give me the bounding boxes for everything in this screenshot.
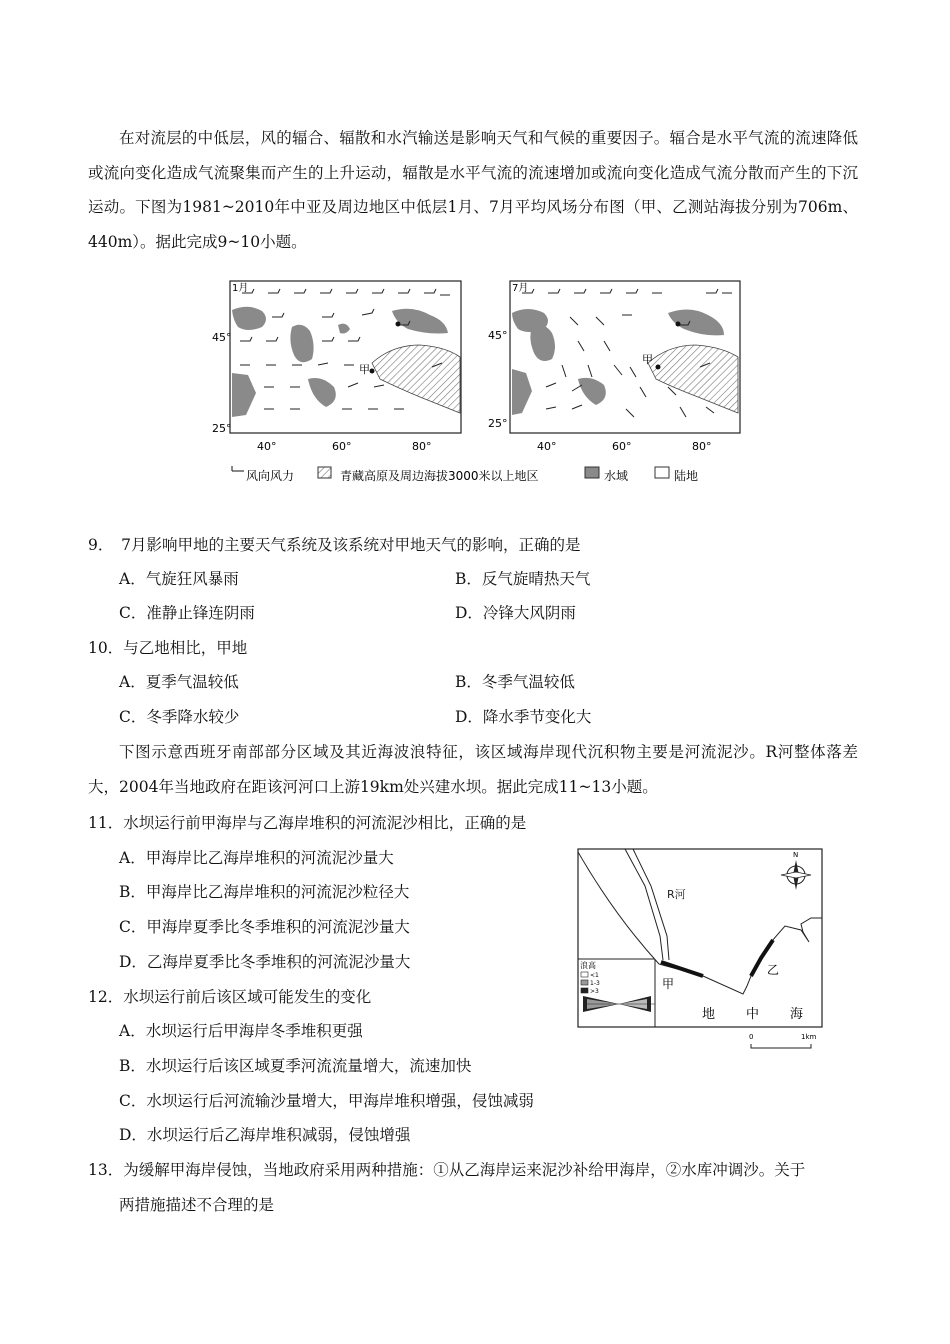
- lat25-jul: 25°: [488, 417, 508, 430]
- legend-land: 陆地: [674, 469, 699, 483]
- q13-stem: 13．为缓解甲海岸侵蚀，当地政府采用两种措施：①从乙海岸运来泥沙补给甲海岸，②水库冲调沙。关于: [88, 1161, 806, 1179]
- yi-station-jul: [676, 322, 681, 327]
- q9-option-d[interactable]: D．冷锋大风阴雨: [455, 604, 576, 622]
- legend-plateau-swatch: [318, 467, 331, 478]
- july-label: 7月: [512, 283, 529, 294]
- q13-stem-line2: 两措施描述不合理的是: [119, 1196, 275, 1214]
- intro-paragraph-1: 在对流层的中低层，风的辐合、辐散和水汽输送是影响天气和气候的重要因子。辐合是水平气流的流速降低或流向变化造成气流聚集而产生的上升运动，辐散是水平气流的流速增加或流向变化造成气流分散而产生的下沉运动。下图为1981~2010年中亚及周边地区中低层1月、7月平均风场分布图（甲、乙测站海拔分别为706m、440m）。据此完成9~10小题。: [88, 129, 858, 251]
- jia-label-jan: 甲: [359, 363, 370, 376]
- jia-label-map: 甲: [662, 977, 675, 991]
- wave-legend-3: >3: [590, 988, 599, 995]
- q11-option-c[interactable]: C．甲海岸夏季比冬季堆积的河流泥沙量大: [119, 918, 410, 936]
- q11-stem: 11．水坝运行前甲海岸与乙海岸堆积的河流泥沙相比，正确的是: [88, 814, 527, 832]
- legend-plateau: 青藏高原及周边海拔3000米以上地区: [340, 469, 539, 483]
- wave-legend-1: <1: [590, 972, 599, 979]
- q12-option-b[interactable]: B．水坝运行后该区域夏季河流流量增大，流速加快: [119, 1057, 472, 1075]
- lon80-jul: 80°: [692, 440, 712, 453]
- river-label: R河: [667, 888, 686, 901]
- q12-stem: 12．水坝运行前后该区域可能发生的变化: [88, 988, 372, 1006]
- q10-option-a[interactable]: A．夏季气温较低: [119, 673, 239, 691]
- lon40-jan: 40°: [257, 440, 277, 453]
- q9-option-b[interactable]: B．反气旋晴热天气: [455, 570, 591, 588]
- july-map: [488, 281, 740, 453]
- jia-label-jul: 甲: [642, 353, 653, 366]
- lat45-jan: 45°: [212, 331, 232, 344]
- legend-land-swatch: [655, 467, 669, 478]
- lon60-jul: 60°: [612, 440, 632, 453]
- q12-option-a[interactable]: A．水坝运行后甲海岸冬季堆积更强: [119, 1022, 363, 1040]
- coastal-map-figure: [575, 846, 835, 1056]
- wave-title: 浪高: [580, 961, 596, 970]
- scale-1km: 1km: [801, 1033, 817, 1041]
- sea-label-3: 海: [790, 1007, 804, 1022]
- q9-option-a[interactable]: A．气旋狂风暴雨: [119, 570, 239, 588]
- wave-legend-2: 1-3: [590, 980, 600, 987]
- q12-option-d[interactable]: D．水坝运行后乙海岸堆积减弱，侵蚀增强: [119, 1126, 411, 1144]
- q10-option-b[interactable]: B．冬季气温较低: [455, 673, 575, 691]
- wind-field-figure: [0, 275, 950, 555]
- q9-option-c[interactable]: C．准静止锋连阴雨: [119, 604, 255, 622]
- sea-label-2: 中: [746, 1007, 760, 1022]
- legend-water-swatch: [585, 467, 599, 478]
- sea-label-1: 地: [702, 1007, 716, 1022]
- intro-paragraph-2: 下图示意西班牙南部部分区域及其近海波浪特征，该区域海岸现代沉积物主要是河流泥沙。R河整体落差大，2004年当地政府在距该河河口上游19km处兴建水坝。据此完成11~13小题。: [88, 743, 858, 796]
- lon40-jul: 40°: [537, 440, 557, 453]
- lat45-jul: 45°: [488, 329, 508, 342]
- north-label: N: [793, 851, 799, 859]
- lon60-jan: 60°: [332, 440, 352, 453]
- yi-station-jan: [396, 322, 401, 327]
- wind-legend-icon: [232, 466, 244, 471]
- q10-option-d[interactable]: D．降水季节变化大: [455, 708, 592, 726]
- scale-bar: [749, 1033, 817, 1048]
- scale-0: 0: [749, 1033, 754, 1041]
- wind-map-legend: [232, 466, 698, 483]
- jia-station-jan: [370, 369, 375, 374]
- january-label: 1月: [232, 283, 249, 294]
- yi-label-map: 乙: [767, 963, 780, 977]
- legend-wind: 风向风力: [246, 469, 295, 483]
- q11-option-d[interactable]: D．乙海岸夏季比冬季堆积的河流泥沙量大: [119, 953, 411, 971]
- q12-option-c[interactable]: C．水坝运行后河流输沙量增大，甲海岸堆积增强，侵蚀减弱: [119, 1092, 534, 1110]
- lat25-jan: 25°: [212, 422, 232, 435]
- q11-option-a[interactable]: A．甲海岸比乙海岸堆积的河流泥沙量大: [119, 849, 394, 867]
- q11-option-b[interactable]: B．甲海岸比乙海岸堆积的河流泥沙粒径大: [119, 883, 410, 901]
- q10-stem: 10．与乙地相比，甲地: [88, 639, 248, 657]
- legend-water: 水域: [604, 469, 629, 483]
- january-map: [212, 281, 461, 453]
- jia-station-jul: [656, 365, 661, 370]
- lon80-jan: 80°: [412, 440, 432, 453]
- q9-stem: 9． 7月影响甲地的主要天气系统及该系统对甲地天气的影响，正确的是: [88, 536, 581, 554]
- q10-option-c[interactable]: C．冬季降水较少: [119, 708, 240, 726]
